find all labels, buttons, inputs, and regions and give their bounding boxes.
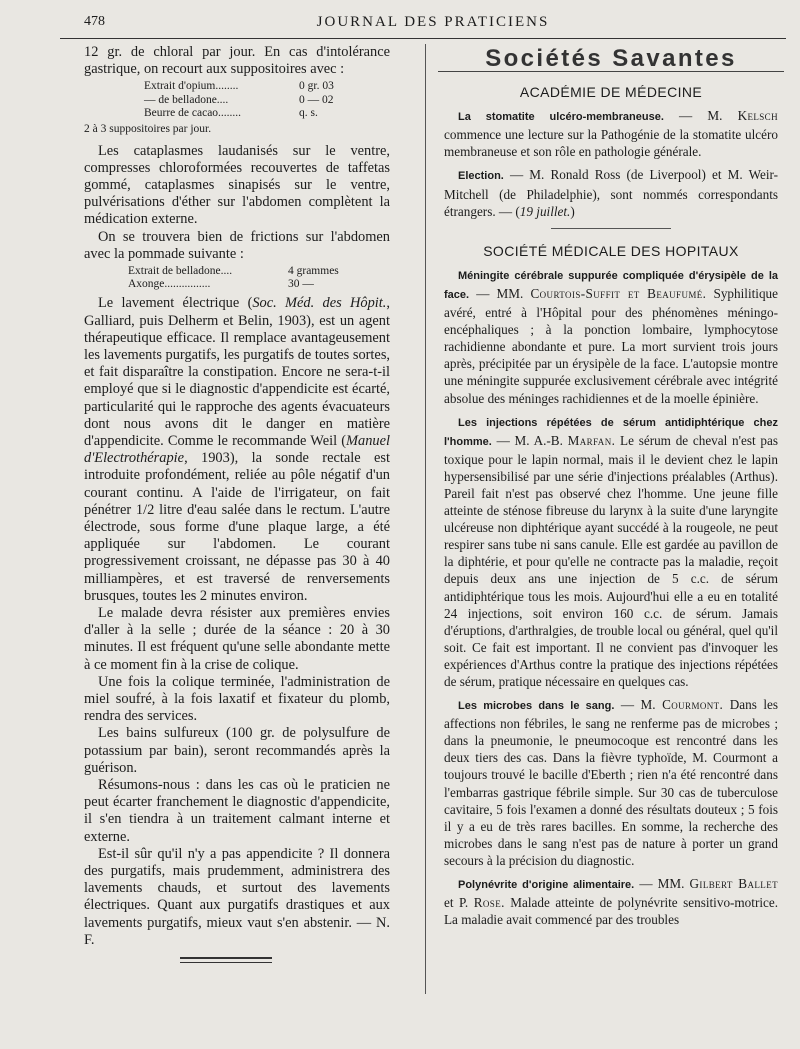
citation: Soc. Méd. des Hôpit.	[252, 295, 387, 312]
page-number: 478	[84, 14, 105, 29]
formula-row	[84, 94, 390, 107]
text-run: )	[570, 203, 575, 219]
text-run: — M.	[614, 697, 663, 713]
ingredient: — de belladone....	[144, 93, 229, 106]
formula-row	[84, 278, 390, 291]
text-run: Le sérum de cheval n'est pas toxique pour le lapin normal, mais il le devient chez le lapin hypersensibilisé par une série d'injections préalables (Arthus). Pareil fait n'est pas observé chez l'homme. Une jeune fille atteinte de sténose fibreuse du larynx à la suite d'une laryngite ulcéreuse non diphtérique ayant succédé à la rougeole, ne peut respirer sans tube ni sans canule. Elle est gardée au pavillon de la diphtérie, et pour qu'elle ne contracte pas la maladie, reçoit depuis deux ans une injection de 5 c.c. de sérum antidiphtérique tous les mois. Aujourd'hui elle a eu en totalité 24 injections, soit environ 160 c.c. de sérum. Jamais d'éruptions, d'arthralgies, de trouble local ou général, quel qu'il soit. Ce fait est important. Il ne convient pas d'invoquer les expériences d'Arthus contre la pratique des injections répétées de sérum, pratique nécessaire en quelques cas.	[444, 432, 778, 689]
author-name: Kelsch	[737, 108, 778, 124]
header-rule	[60, 38, 786, 39]
quantity: 30 —	[288, 278, 314, 291]
left-column	[84, 44, 390, 949]
text-run: — M. Ronald Ross (de Liverpool) et M. Weir-Mitchell (de Philadelphie), sont nommés correspondants étrangers. — (	[444, 167, 778, 219]
paragraph: Les cataplasmes laudanisés sur le ventre, compresses chloroformées recouvertes de taffetas gommé, cataplasmes sinapisés sur le ventre, pulvérisations d'éther sur l'abdomen complètent la médication externe.	[84, 142, 390, 228]
ingredient: Extrait d'opium........	[144, 80, 239, 93]
paragraph: 12 gr. de chloral par jour. En cas d'intolérance gastrique, on recourt aux suppositoires avec :	[84, 44, 390, 78]
quantity: 4 grammes	[288, 264, 339, 277]
ingredient: Beurre de cacao........	[144, 106, 242, 119]
text-run: Dans les affections non fébriles, le sang ne renferme pas de microbes ; dans la pneumonie, le pneumocoque est rencontré dans les deux tiers des cas. Dans la fièvre typhoïde, M. Courmont a toujours trouvé le bacille d'Eberth ; rien n'a été rencontré dans l'embarras gastrique fébrile simple. Sur 30 cas de tuberculose cavitaire, 5 fois l'examen a donné des résultats douteux ; 5 fois il y a eu de très rares bacilles. En somme, la recherche des microbes dans le sang n'est pas de nature à porter un grand secours à la précision du diagnostic.	[444, 697, 778, 868]
formula-pommade	[84, 265, 390, 291]
ingredient: Axonge................	[128, 278, 211, 291]
text-run: , Galliard, puis Delherm et Belin, 1903), est un agent thérapeutique efficace. Il remplace avantageusement les lavements purgatifs, les purgatifs de toutes sortes, et fait disparaître la constipation. Encore ne sera-t-il employé que si le diagnostic d'appendicite est écarté, particularité qui le rapproche des agents évacuateurs dont nous avons dit le danger en matière d'appendicite. Comme le recommande Weil (	[84, 295, 391, 449]
formula-row	[84, 80, 390, 93]
formula-note: 2 à 3 suppositoires par jour.	[84, 123, 212, 136]
section-title-academie: ACADÉMIE DE MÉDECINE	[519, 84, 703, 101]
column-divider	[425, 44, 426, 994]
quantity: 0 gr. 03	[299, 80, 334, 93]
author-name: Courtois-Suffit et Beaufumé.	[530, 285, 707, 301]
text-run: Le lavement électrique (	[98, 295, 253, 312]
date: 19 juillet.	[519, 203, 571, 219]
citation: Manuel d'Electrothérapie	[84, 432, 390, 467]
article-polynevrite	[444, 875, 778, 928]
paragraph: Les bains sulfureux (100 gr. de polysulfure de potassium par bain), seront recommandés après la guérison.	[84, 725, 390, 776]
section-rule	[551, 228, 671, 229]
ingredient: Extrait de belladone....	[128, 264, 233, 277]
article-microbes	[444, 696, 778, 869]
text-run: commence une lecture sur la Pathogénie de la stomatite ulcéro membraneuse et son rôle en pathologie générale.	[444, 127, 778, 160]
article-serum	[444, 413, 778, 691]
quantity: 0 — 02	[299, 93, 334, 106]
text-run: — M. A.-B.	[491, 432, 568, 448]
paragraph-lavement	[84, 295, 390, 605]
paragraph: Une fois la colique terminée, l'administration de miel soufré, à la fois laxatif et fixateur du plomb, rendra des services.	[84, 673, 390, 725]
paragraph: Est-il sûr qu'il n'y a pas appendicite ? Il donnera des purgatifs, mais prudemment, administrera des lavements chauds, et surtout des lavements électriques. Quant aux purgatifs drastiques et aux lavements purgatifs, mieux vaut s'en abstenir. — N. F.	[84, 845, 390, 948]
article-rubric: Polynévrite d'origine alimentaire.	[458, 879, 635, 892]
article-election	[444, 166, 778, 219]
formula-row	[84, 265, 390, 278]
author-name: Courmont.	[662, 697, 724, 713]
end-of-article-rule	[180, 957, 272, 963]
author-name: Rose.	[473, 895, 505, 911]
article-rubric: Les microbes dans le sang.	[458, 700, 615, 713]
article-rubric: Election.	[458, 170, 504, 183]
article-rubric: Méningite cérébrale suppurée compliquée d'érysipèle de la face.	[444, 269, 778, 301]
text-run: — M.	[663, 108, 738, 124]
text-run: — MM.	[469, 285, 531, 301]
article-stomatite	[444, 107, 778, 160]
right-column	[444, 44, 778, 934]
author-name: Gilbert Ballet	[689, 876, 778, 892]
paragraph: Résumons-nous : dans les cas où le praticien ne peut écarter franchement le diagnostic d'appendicite, il s'en tiendra à un traitement calmant interne et externe.	[84, 777, 390, 845]
text-run: Malade atteinte de polynévrite sensitivo-motrice. La maladie avait commencé par des troubles	[444, 895, 778, 928]
author-name: Marfan.	[567, 432, 616, 448]
section-title-smh: SOCIÉTÉ MÉDICALE DES HOPITAUX	[483, 242, 739, 259]
journal-title: JOURNAL DES PRATICIENS	[316, 14, 550, 30]
article-rubric: La stomatite ulcéro-membraneuse.	[458, 111, 664, 124]
paragraph: Le malade devra résister aux premières envies d'aller à la selle ; durée de la séance : 20 à 30 minutes. Il est fréquent qu'une selle abondante mette à ce moment fin à la crise de colique.	[84, 605, 390, 673]
article-rubric: Les injections répétées de sérum antidiphtérique chez l'homme.	[444, 416, 778, 448]
text-run: — MM.	[634, 876, 690, 892]
text-run: , 1903), la sonde rectale est introduite profondément, reliée au pôle négatif d'un courant continu. A l'aide de l'irrigateur, on fait pénétrer 1/2 litre d'eau salée dans le rectum. L'autre électrode, sous forme d'une plaque large, a été appliquée sur l'abdomen. Le courant progressivement croissant, ne dépasse pas 30 à 40 milliampères, et est traversé de renversements brusques, toutes les 2 minutes environ.	[84, 450, 390, 604]
paragraph: On se trouvera bien de frictions sur l'abdomen avec la pommade suivante :	[84, 228, 390, 262]
quantity: q. s.	[299, 106, 318, 119]
article-meningite	[444, 266, 778, 407]
formula-row	[84, 107, 390, 120]
section-banner: Sociétés Savantes	[485, 45, 737, 72]
running-header	[84, 12, 782, 36]
formula-suppositoires	[84, 80, 390, 120]
text-run: et P.	[444, 895, 474, 911]
text-run: Syphilitique avéré, entré à l'Hôpital pour des phénomènes méningo-encéphaliques ; à la ponction lombaire, lymphocytose rachidienne abondante et pure. La mort survient trois jours après, précipitée par un érysipèle de la face. L'autopsie montre une méningite suppurée exclusivement cérébrale avec intégrité absolue des méninges rachidiennes et de la moelle épinière.	[444, 285, 778, 406]
